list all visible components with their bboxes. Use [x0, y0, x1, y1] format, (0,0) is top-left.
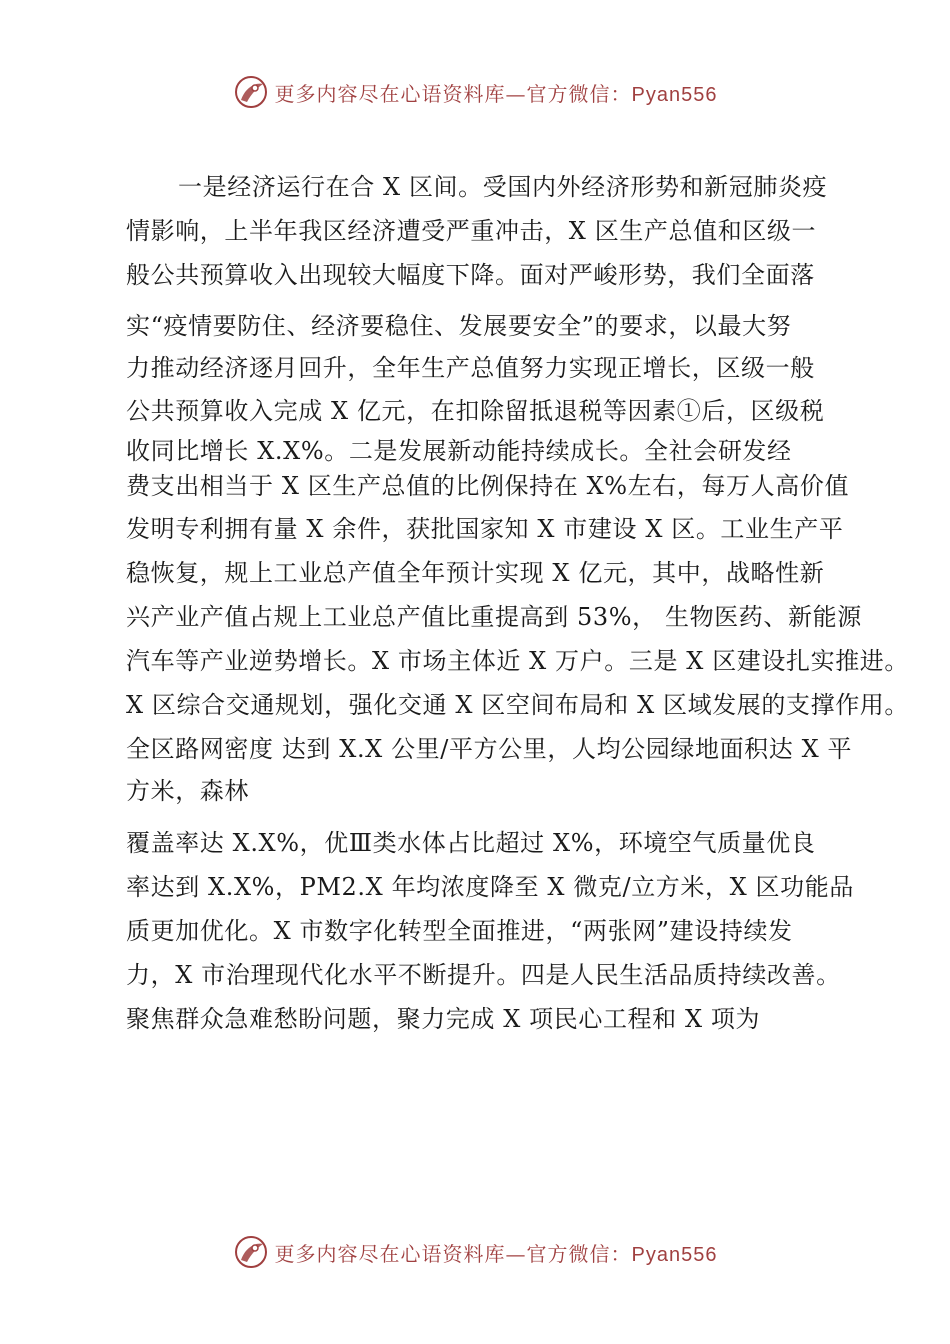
text-line: 收同比增长 X.X%。二是发展新动能持续成长。全社会研发经	[126, 437, 792, 465]
footer-banner	[0, 1230, 950, 1274]
footer-banner-text: 更多内容尽在心语资料库—官方微信：Pyan556	[274, 1241, 718, 1266]
text-line: 方米，森林	[126, 777, 249, 805]
text-line: 费支出相当于 X 区生产总值的比例保持在 X%左右，每万人高价值	[126, 472, 850, 500]
text-line: 力推动经济逐月回升，全年生产总值努力实现正增长，区级一般	[126, 354, 815, 382]
text-line: 公共预算收入完成 X 亿元，在扣除留抵退税等因素①后，区级税	[126, 397, 825, 425]
text-line: 发明专利拥有量 X 余件，获批国家知 X 市建设 X 区。工业生产平	[126, 515, 844, 543]
text-line: 聚焦群众急难愁盼问题，聚力完成 X 项民心工程和 X 项为	[126, 1005, 761, 1033]
text-line: 一是经济运行在合 X 区间。受国内外经济形势和新冠肺炎疫	[178, 173, 828, 201]
text-line: 全区路网密度 达到 X.X 公里/平方公里，人均公园绿地面积达 X 平	[126, 735, 853, 763]
text-line: 兴产业产值占规上工业总产值比重提高到 53%， 生物医药、新能源	[126, 603, 862, 631]
text-line: 率达到 X.X%，PM2.X 年均浓度降至 X 微克/立方米，X 区功能品	[126, 873, 854, 901]
text-line: 稳恢复，规上工业总产值全年预计实现 X 亿元，其中，战略性新	[126, 559, 825, 587]
brand-logo-icon	[233, 1234, 269, 1270]
text-line: 情影响，上半年我区经济遭受严重冲击，X 区生产总值和区级一	[126, 217, 817, 245]
text-line: 般公共预算收入出现较大幅度下降。面对严峻形势，我们全面落	[126, 261, 815, 289]
header-banner-text: 更多内容尽在心语资料库—官方微信：Pyan556	[274, 81, 718, 106]
text-line: 力，X 市治理现代化水平不断提升。四是人民生活品质持续改善。	[126, 961, 841, 989]
text-line: 实“疫情要防住、经济要稳住、发展要安全”的要求，以最大努	[126, 312, 792, 340]
text-line: 质更加优化。X 市数字化转型全面推进，“两张网”建设持续发	[126, 917, 793, 945]
footer-wechat-id: Pyan556	[631, 1243, 718, 1266]
text-line: X 区综合交通规划，强化交通 X 区空间布局和 X 区域发展的支撑作用。	[126, 691, 909, 719]
text-line: 汽车等产业逆势增长。X 市场主体近 X 万户。三是 X 区建设扎实推进。	[126, 647, 909, 675]
text-line: 覆盖率达 X.X%，优Ⅲ类水体占比超过 X%，环境空气质量优良	[126, 829, 816, 857]
header-wechat-id: Pyan556	[631, 83, 718, 106]
